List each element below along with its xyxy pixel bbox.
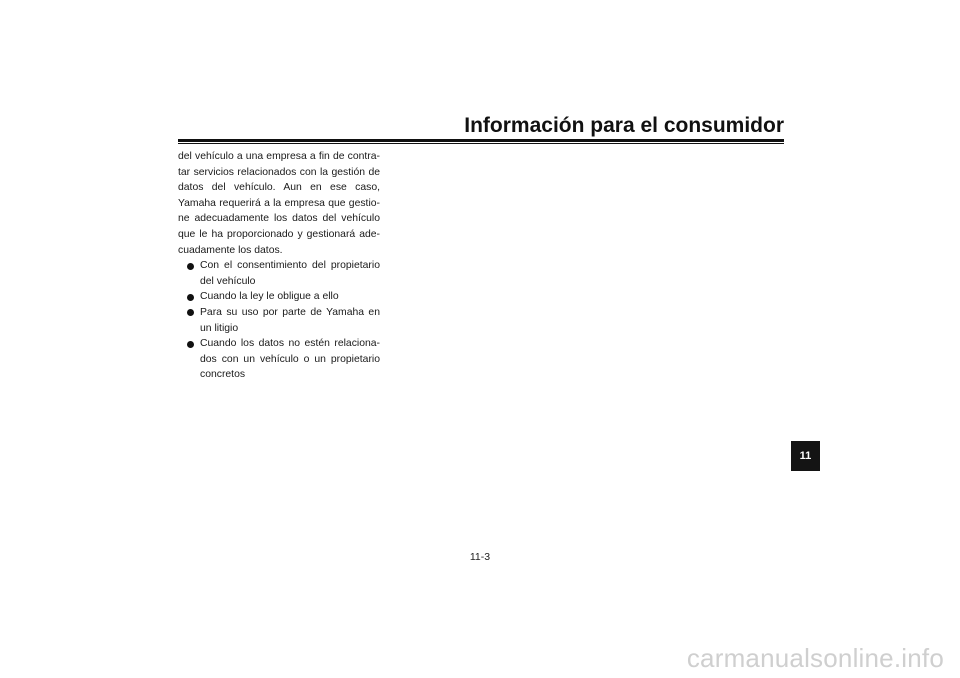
header-rule-thick xyxy=(178,139,784,142)
page-number: 11-3 xyxy=(469,551,491,563)
bullet-line: Cuando la ley le obligue a ello xyxy=(200,291,339,303)
list-item xyxy=(178,258,380,289)
bullet-list xyxy=(178,258,380,383)
bullet-line: dos con un vehículo o un propietario xyxy=(200,353,380,365)
paragraph-line: cuadamente los datos. xyxy=(178,244,283,256)
bullet-dot-icon xyxy=(187,341,194,348)
page-title: Información para el consumidor xyxy=(464,114,784,137)
list-item xyxy=(178,289,380,305)
paragraph-line: ne adecuadamente los datos del vehículo xyxy=(178,213,380,225)
paragraph-line: del vehículo a una empresa a fin de contra- xyxy=(178,151,380,162)
chapter-tab: 11 xyxy=(791,441,820,471)
paragraph-line: datos del vehículo. Aun en ese caso, xyxy=(178,182,380,194)
body-paragraph xyxy=(178,149,380,258)
bullet-dot-icon xyxy=(187,309,194,316)
list-item xyxy=(178,305,380,336)
bullet-line: del vehículo xyxy=(200,275,256,287)
list-item xyxy=(178,336,380,383)
bullet-line: Cuando los datos no estén relaciona- xyxy=(200,338,380,350)
bullet-line: Con el consentimiento del propietario xyxy=(200,260,380,272)
header-rule-thin xyxy=(178,143,784,144)
bullet-dot-icon xyxy=(187,263,194,270)
text-column xyxy=(178,149,380,383)
bullet-dot-icon xyxy=(187,294,194,301)
paragraph-line: tar servicios relacionados con la gestión de xyxy=(178,166,380,178)
bullet-line: un litigio xyxy=(200,322,239,334)
bullet-line: Para su uso por parte de Yamaha en xyxy=(200,306,380,318)
paragraph-line: Yamaha requerirá a la empresa que gestio- xyxy=(178,197,380,209)
paragraph-line: que le ha proporcionado y gestionará ade- xyxy=(178,228,380,240)
bullet-line: concretos xyxy=(200,369,246,381)
watermark: carmanualsonline.info xyxy=(686,643,944,673)
